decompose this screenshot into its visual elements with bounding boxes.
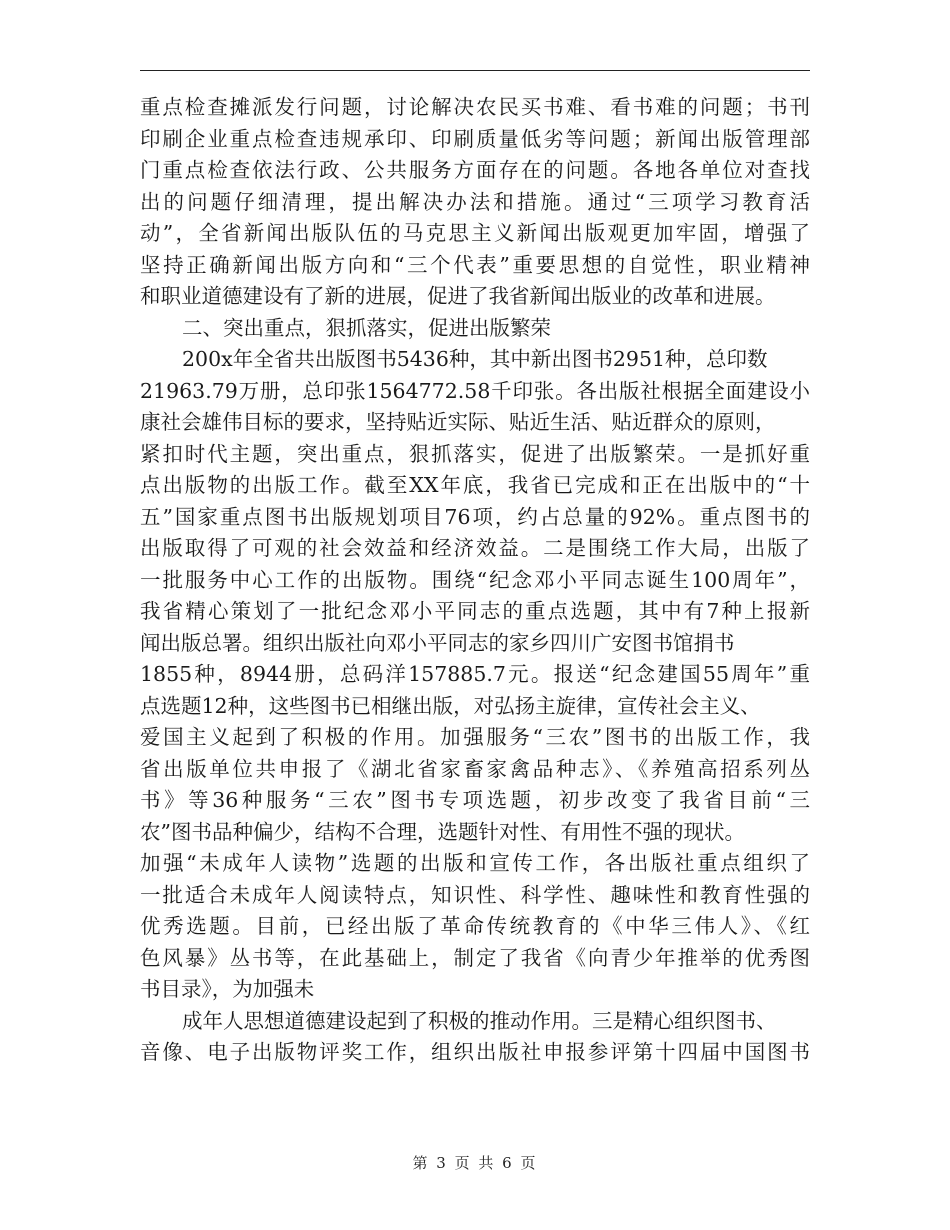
text-line: 省出版单位共申报了《湖北省家畜家禽品种志》、《养殖高招系列丛 — [140, 756, 810, 781]
text-line: 一批服务中心工作的出版物。围绕“纪念邓小平同志诞生100周年”， — [140, 567, 810, 592]
text-line: 成年人思想道德建设起到了积极的推动作用。三是精心组织图书、 — [182, 1008, 777, 1033]
section-heading: 二、突出重点，狠抓落实，促进出版繁荣 — [182, 315, 551, 340]
text-line: 出的问题仔细清理，提出解决办法和措施。通过“三项学习教育活 — [140, 189, 810, 214]
text-line: 书》等36种服务“三农”图书专项选题，初步改变了我省目前“三 — [140, 788, 810, 812]
text-line: 加强“未成年人读物”选题的出版和宣传工作，各出版社重点组织了 — [140, 851, 810, 875]
text-line: 我省精心策划了一批纪念邓小平同志的重点选题，其中有7种上报新 — [140, 599, 810, 623]
text-line: 康社会雄伟目标的要求，坚持贴近实际、贴近生活、贴近群众的原则， — [140, 410, 776, 434]
text-line: 五”国家重点图书出版规划项目76项，约占总量的92%。重点图书的 — [140, 504, 810, 529]
text-line: 优秀选题。目前，已经出版了革命传统教育的《中华三伟人》、《红 — [140, 914, 810, 938]
text-line: 闻出版总署。组织出版社向邓小平同志的家乡四川广安图书馆捐书 — [140, 630, 735, 655]
text-line: 动”，全省新闻出版队伍的马克思主义新闻出版观更加牢固，增强了 — [140, 221, 810, 245]
text-line: 和职业道德建设有了新的进展，促进了我省新闻出版业的改革和进展。 — [140, 284, 776, 308]
text-line: 门重点检查依法行政、公共服务方面存在的问题。各地各单位对查找 — [140, 158, 810, 182]
text-line: 点出版物的出版工作。截至XX年底，我省已完成和正在出版中的“十 — [140, 473, 810, 497]
text-line: 印刷企业重点检查违规承印、印刷质量低劣等问题；新闻出版管理部 — [140, 126, 810, 151]
text-line: 农”图书品种偏少，结构不合理，选题针对性、有用性不强的现状。 — [140, 819, 745, 844]
text-line: 200x年全省共出版图书5436种，其中新出图书2951种，总印数 — [182, 347, 768, 371]
text-line: 音像、电子出版物评奖工作，组织出版社申报参评第十四届中国图书 — [140, 1040, 810, 1064]
body-text — [140, 92, 820, 1069]
text-line: 重点检查摊派发行问题，讨论解决农民买书难、看书难的问题；书刊 — [140, 95, 810, 119]
text-line: 21963.79万册，总印张1564772.58千印张。各出版社根据全面建设小 — [140, 378, 810, 403]
page-number-footer: 第 3 页 共 6 页 — [412, 1154, 538, 1172]
text-line: 1855种，8944册，总码洋157885.7元。报送“纪念建国55周年”重 — [140, 662, 810, 686]
text-line: 爱国主义起到了积极的作用。加强服务“三农”图书的出版工作，我 — [140, 725, 810, 749]
text-line: 出版取得了可观的社会效益和经济效益。二是围绕工作大局，出版了 — [140, 536, 810, 560]
text-line: 一批适合未成年人阅读特点，知识性、科学性、趣味性和教育性强的 — [140, 882, 810, 907]
text-line: 点选题12种，这些图书已相继出版，对弘扬主旋律，宣传社会主义、 — [140, 693, 761, 718]
header-rule — [140, 70, 810, 71]
text-line: 书目录》，为加强未 — [140, 977, 315, 1001]
text-line: 坚持正确新闻出版方向和“三个代表”重要思想的自觉性，职业精神 — [140, 252, 810, 277]
text-line: 紧扣时代主题，突出重点，狠抓落实，促进了出版繁荣。一是抓好重 — [140, 441, 810, 466]
text-line: 色风暴》丛书等，在此基础上，制定了我省《向青少年推举的优秀图 — [140, 945, 810, 970]
